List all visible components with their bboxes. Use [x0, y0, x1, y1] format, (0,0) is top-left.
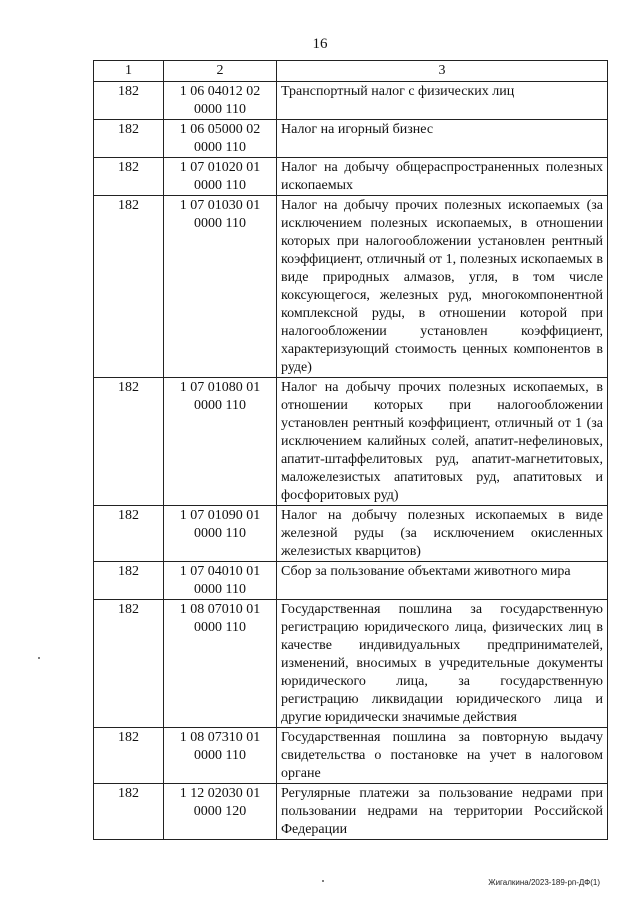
budget-code-cell: 1 08 07010 01 0000 110: [164, 600, 277, 728]
table-row: [94, 158, 608, 196]
column-header-1: 1: [94, 61, 164, 82]
admin-code-cell: 182: [94, 562, 164, 600]
revenue-classification-table: [93, 60, 608, 840]
revenue-name-cell: Регулярные платежи за пользование недрами при пользовании недрами на территории Российской Федерации: [277, 784, 608, 840]
revenue-name-cell: Государственная пошлина за государственную регистрацию юридического лица, физических лиц в качестве индивидуальных предпринимателей, изменений, вносимых в учредительные документы юридического лица, за государственную регистрацию ликвидации юридического лица и другие юридически значимые действия: [277, 600, 608, 728]
revenue-name-cell: Налог на добычу общераспространенных полезных ископаемых: [277, 158, 608, 196]
table-row: [94, 562, 608, 600]
table-row: [94, 120, 608, 158]
budget-code-cell: 1 08 07310 01 0000 110: [164, 728, 277, 784]
revenue-name-cell: Транспортный налог с физических лиц: [277, 82, 608, 120]
admin-code-cell: 182: [94, 378, 164, 506]
scan-speck: [322, 880, 324, 882]
admin-code-cell: 182: [94, 600, 164, 728]
table-row: [94, 784, 608, 840]
table-row: [94, 600, 608, 728]
table-row: [94, 378, 608, 506]
document-footer-code: Жигалкина/2023-189-рп-ДФ(1): [488, 878, 600, 887]
admin-code-cell: 182: [94, 506, 164, 562]
budget-code-cell: 1 07 01030 01 0000 110: [164, 196, 277, 378]
admin-code-cell: 182: [94, 784, 164, 840]
budget-code-cell: 1 07 01080 01 0000 110: [164, 378, 277, 506]
revenue-name-cell: Налог на добычу полезных ископаемых в виде железной руды (за исключением окисленных железистых кварцитов): [277, 506, 608, 562]
table-row: [94, 506, 608, 562]
column-header-2: 2: [164, 61, 277, 82]
admin-code-cell: 182: [94, 82, 164, 120]
column-header-3: 3: [277, 61, 608, 82]
table-row: [94, 728, 608, 784]
budget-code-cell: 1 06 04012 02 0000 110: [164, 82, 277, 120]
table-body: [94, 82, 608, 840]
revenue-name-cell: Налог на добычу прочих полезных ископаемых (за исключением полезных ископаемых, в отношении которых при налогообложении установлен рентный коэффициент, отличный от 1, полезных ископаемых в виде природных алмазов, угля, в том числе коксующегося, железных руд, многокомпонентной комплексной руды, в отношении которой при налогообложении установлен коэффициент, характеризующий стоимость ценных компонентов в руде): [277, 196, 608, 378]
admin-code-cell: 182: [94, 120, 164, 158]
revenue-name-cell: Налог на игорный бизнес: [277, 120, 608, 158]
budget-code-cell: 1 07 01020 01 0000 110: [164, 158, 277, 196]
page-number: 16: [312, 36, 328, 52]
revenue-name-cell: Государственная пошлина за повторную выдачу свидетельства о постановке на учет в налоговом органе: [277, 728, 608, 784]
table-header: [94, 61, 608, 82]
budget-code-cell: 1 06 05000 02 0000 110: [164, 120, 277, 158]
revenue-name-cell: Налог на добычу прочих полезных ископаемых, в отношении которых при налогообложении установлен рентный коэффициент, отличный от 1 (за исключением калийных солей, апатит-нефелиновых, апатит-штаффелитовых руд, апатит-магнетитовых, маложелезистых апатитовых руд, апатитовых и фосфоритовых руд): [277, 378, 608, 506]
budget-code-cell: 1 07 04010 01 0000 110: [164, 562, 277, 600]
admin-code-cell: 182: [94, 158, 164, 196]
table-row: [94, 196, 608, 378]
budget-code-cell: 1 12 02030 01 0000 120: [164, 784, 277, 840]
revenue-name-cell: Сбор за пользование объектами животного мира: [277, 562, 608, 600]
scan-speck: [38, 657, 40, 659]
budget-code-cell: 1 07 01090 01 0000 110: [164, 506, 277, 562]
table-row: [94, 82, 608, 120]
admin-code-cell: 182: [94, 196, 164, 378]
admin-code-cell: 182: [94, 728, 164, 784]
header-row: [94, 61, 608, 82]
